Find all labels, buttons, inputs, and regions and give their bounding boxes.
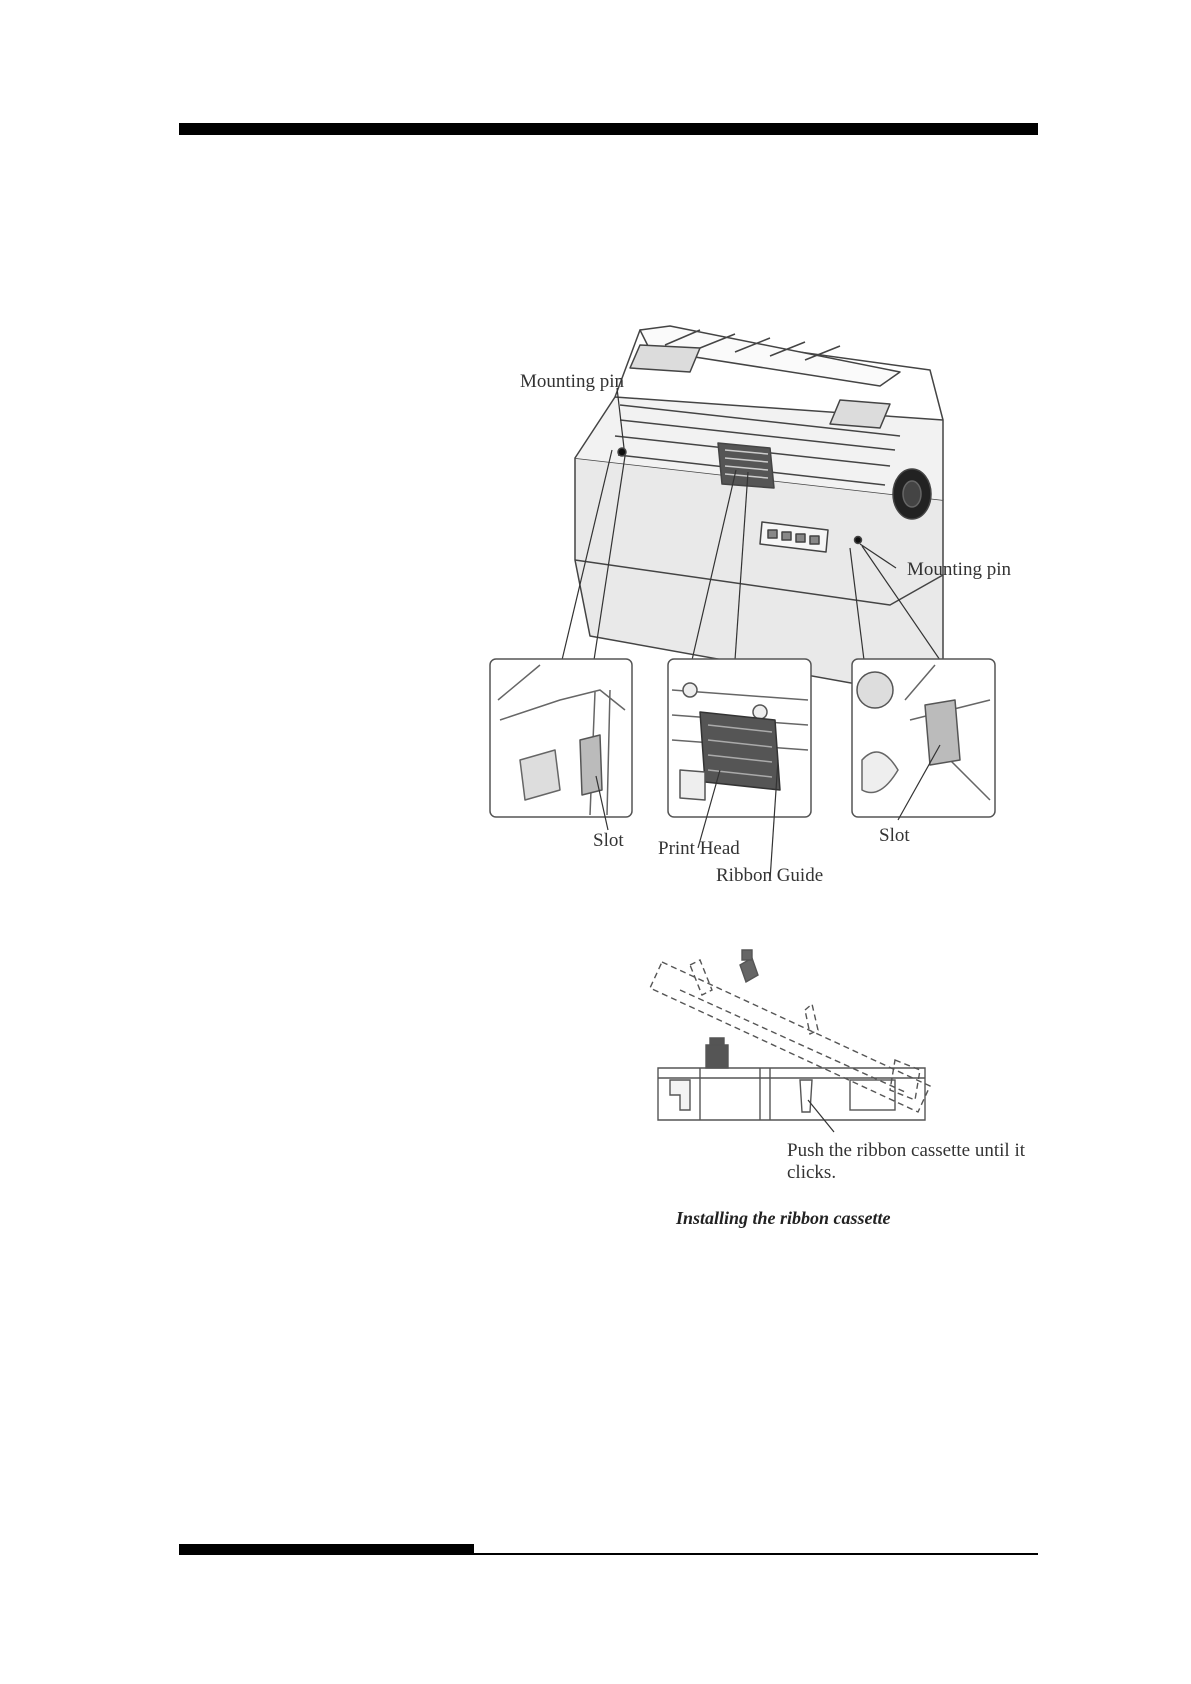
label-slot-left: Slot (593, 830, 624, 851)
figure-caption: Installing the ribbon cassette (676, 1208, 891, 1228)
label-ribbon-guide: Ribbon Guide (716, 865, 824, 886)
cassette-base (658, 1068, 925, 1120)
footer-rule-thick (179, 1544, 474, 1555)
label-slot-right: Slot (879, 825, 910, 846)
label-mounting-pin-left: Mounting pin (520, 371, 624, 392)
label-print-head: Print Head (658, 838, 740, 859)
label-mounting-pin-right: Mounting pin (907, 559, 1011, 580)
footer-rule-thin (474, 1553, 1038, 1555)
instruction-text: Push the ribbon cassette until it clicks. (787, 1140, 1026, 1183)
